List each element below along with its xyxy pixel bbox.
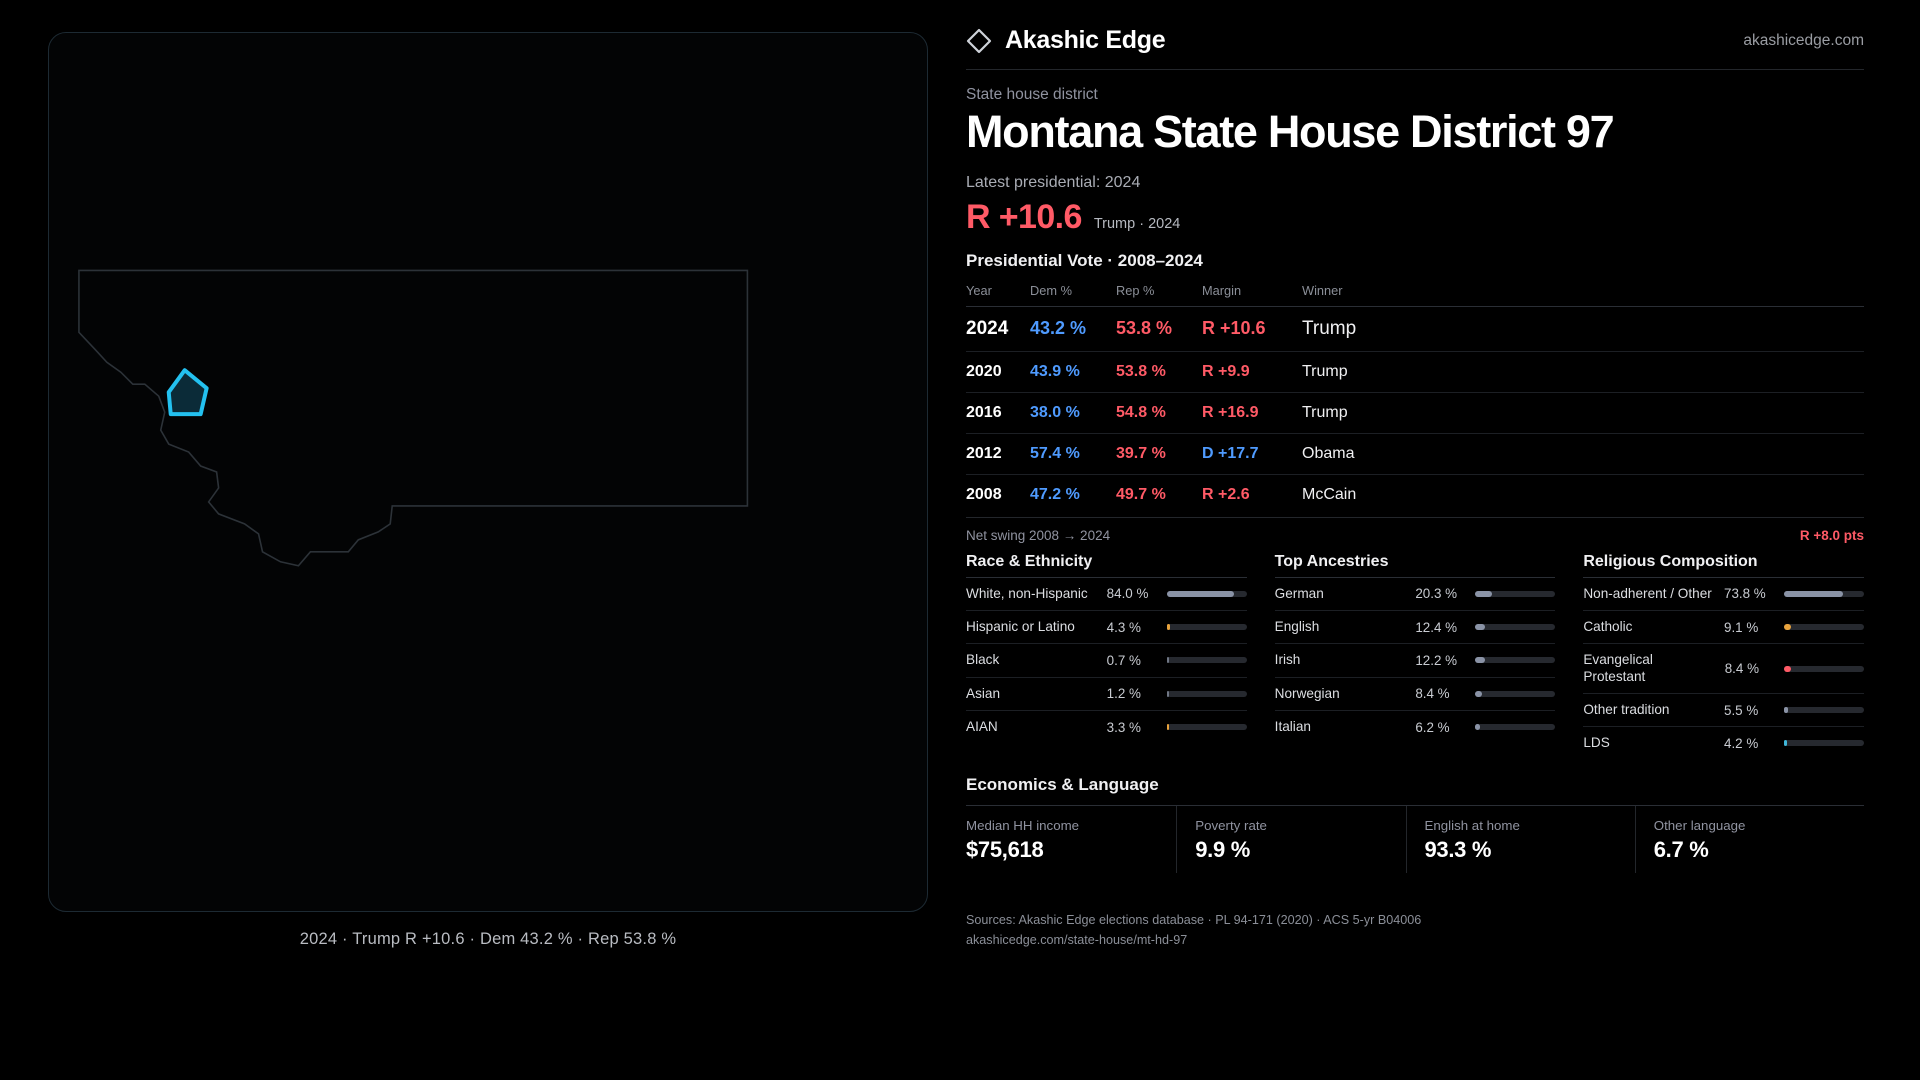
demographics-percent: 4.3 %: [1106, 619, 1141, 635]
cell-dem: 47.2 %: [1030, 474, 1116, 515]
table-row: [966, 306, 1864, 351]
demographics-bar: [1475, 657, 1555, 663]
demographics-row: [966, 643, 1247, 676]
sources-block: [966, 911, 1864, 950]
demographics-bar: [1784, 707, 1864, 713]
brand-row: [966, 26, 1864, 70]
economics-cell: [1635, 806, 1864, 873]
cell-winner: McCain: [1302, 474, 1864, 515]
demographics-percent: 3.3 %: [1106, 719, 1141, 735]
sources-line: Sources: Akashic Edge elections database · PL 94-171 (2020) · ACS 5-yr B04006: [966, 913, 1422, 928]
demographics-bar: [1784, 591, 1864, 597]
brand-name: Akashic Edge: [1005, 26, 1166, 54]
economics-label: Poverty rate: [1195, 818, 1267, 834]
demographics-label: German: [1274, 585, 1324, 601]
demographics-grid: [966, 553, 1864, 760]
district-eyebrow: State house district: [966, 86, 1098, 103]
demographics-percent: 8.4 %: [1724, 661, 1759, 677]
net-swing-value: R +8.0 pts: [1799, 527, 1864, 543]
demographics-bar: [1784, 666, 1864, 672]
headline-margin-value: R +10.6: [966, 197, 1082, 236]
demographics-bar: [1167, 657, 1247, 663]
demographics-bar: [1167, 724, 1247, 730]
page-title: Montana State House District 97: [966, 106, 1614, 157]
demographics-row: [1275, 577, 1556, 610]
cell-rep: 54.8 %: [1116, 392, 1202, 433]
table-row: [966, 351, 1864, 392]
economics-label: Median HH income: [966, 818, 1080, 834]
demographics-bar: [1475, 724, 1555, 730]
headline-margin: [966, 198, 1864, 237]
demographics-label: Evangelical Protestant: [1583, 652, 1653, 684]
demographics-bar: [1167, 624, 1247, 630]
demographics-label: Hispanic or Latino: [966, 618, 1075, 634]
demographics-row: [966, 677, 1247, 710]
col-dem: Dem %: [1030, 282, 1072, 298]
headline-margin-sub: Trump · 2024: [1093, 215, 1181, 232]
economics-cell: [1406, 806, 1635, 873]
demographics-label: Irish: [1274, 652, 1301, 668]
demographics-label: AIAN: [966, 718, 998, 734]
cell-year: 2024: [966, 306, 1030, 351]
demographics-row: [1275, 710, 1556, 743]
economics-value: 93.3 %: [1424, 837, 1492, 863]
demographics-label: Catholic: [1583, 618, 1633, 634]
cell-rep: 49.7 %: [1116, 474, 1202, 515]
demographics-bar: [1475, 591, 1555, 597]
economics-cell: [966, 806, 1176, 873]
demographics-row: [1583, 610, 1864, 643]
cell-margin: R +2.6: [1202, 474, 1302, 515]
demographics-bar: [1167, 691, 1247, 697]
demographics-column: [966, 553, 1247, 760]
brand-site: akashicedge.com: [1743, 31, 1864, 49]
map-frame: [48, 32, 928, 912]
demographics-label: Black: [966, 652, 1000, 668]
demographics-row: [966, 610, 1247, 643]
cell-winner: Trump: [1302, 306, 1864, 351]
results-heading: Presidential Vote · 2008–2024: [966, 250, 1203, 270]
table-row: [966, 474, 1864, 515]
demographics-label: Italian: [1274, 718, 1311, 734]
demographics-percent: 1.2 %: [1106, 686, 1141, 702]
demographics-percent: 6.2 %: [1415, 719, 1450, 735]
demographics-percent: 5.5 %: [1724, 702, 1759, 718]
demographics-row: [1275, 677, 1556, 710]
demographics-label: White, non-Hispanic: [966, 585, 1088, 601]
diamond-icon: [966, 28, 992, 54]
cell-margin: R +16.9: [1202, 392, 1302, 433]
demographics-label: Asian: [966, 685, 1001, 701]
brand-left: [966, 26, 1165, 55]
net-swing-row: [966, 517, 1864, 543]
demographics-label: English: [1274, 618, 1320, 634]
economics-cell: [1176, 806, 1405, 873]
cell-dem: 43.9 %: [1030, 351, 1116, 392]
demographics-label: Other tradition: [1583, 701, 1670, 717]
cell-dem: 43.2 %: [1030, 306, 1116, 351]
demographics-column-title: Top Ancestries: [1274, 552, 1389, 570]
demographics-row: [1583, 577, 1864, 610]
latest-presidential-label: Latest presidential: 2024: [966, 173, 1141, 191]
economics-grid: [966, 805, 1864, 873]
cell-winner: Trump: [1302, 392, 1864, 433]
cell-year: 2008: [966, 474, 1030, 515]
demographics-row: [966, 710, 1247, 743]
map-panel: [0, 0, 940, 1080]
cell-year: 2020: [966, 351, 1030, 392]
demographics-row: [1583, 693, 1864, 726]
demographics-column-title: Religious Composition: [1583, 552, 1758, 570]
demographics-bar: [1475, 691, 1555, 697]
demographics-row: [966, 577, 1247, 610]
demographics-column: [1583, 553, 1864, 760]
sources-url[interactable]: akashicedge.com/state-house/mt-hd-97: [966, 932, 1188, 947]
demographics-percent: 12.4 %: [1415, 619, 1458, 635]
cell-year: 2012: [966, 433, 1030, 474]
table-row: [966, 433, 1864, 474]
cell-margin: D +17.7: [1202, 433, 1302, 474]
map-caption: 2024 · Trump R +10.6 · Dem 43.2 % · Rep 53.8 %: [299, 930, 677, 948]
demographics-bar: [1167, 591, 1247, 597]
net-swing-label: Net swing 2008 → 2024: [966, 527, 1111, 543]
demographics-label: Non-adherent / Other: [1583, 585, 1712, 601]
demographics-percent: 84.0 %: [1106, 586, 1149, 602]
col-margin: Margin: [1202, 282, 1242, 298]
cell-dem: 38.0 %: [1030, 392, 1116, 433]
cell-rep: 39.7 %: [1116, 433, 1202, 474]
economics-label: Other language: [1653, 818, 1746, 834]
cell-winner: Trump: [1302, 351, 1864, 392]
demographics-bar: [1784, 624, 1864, 630]
demographics-percent: 8.4 %: [1415, 686, 1450, 702]
cell-year: 2016: [966, 392, 1030, 433]
demographics-row: [1275, 610, 1556, 643]
demographics-label: Norwegian: [1274, 685, 1340, 701]
demographics-column: [1275, 553, 1556, 760]
economics-label: English at home: [1424, 818, 1520, 834]
economics-heading: Economics & Language: [966, 775, 1159, 795]
cell-rep: 53.8 %: [1116, 306, 1202, 351]
demographics-percent: 4.2 %: [1724, 735, 1759, 751]
economics-value: 6.7 %: [1653, 837, 1709, 863]
col-winner: Winner: [1302, 282, 1343, 298]
col-year: Year: [966, 282, 992, 298]
cell-margin: R +9.9: [1202, 351, 1302, 392]
cell-winner: Obama: [1302, 433, 1864, 474]
cell-margin: R +10.6: [1202, 306, 1302, 351]
demographics-label: LDS: [1583, 735, 1610, 751]
economics-value: 9.9 %: [1195, 837, 1251, 863]
info-panel: [940, 0, 1920, 1080]
demographics-percent: 0.7 %: [1106, 652, 1141, 668]
demographics-column-title: Race & Ethnicity: [966, 552, 1093, 570]
demographics-percent: 9.1 %: [1724, 619, 1759, 635]
economics-value: $75,618: [966, 837, 1044, 863]
cell-rep: 53.8 %: [1116, 351, 1202, 392]
district-highlight: [169, 370, 207, 414]
demographics-row: [1583, 643, 1864, 693]
demographics-row: [1583, 726, 1864, 759]
table-row: [966, 392, 1864, 433]
cell-dem: 57.4 %: [1030, 433, 1116, 474]
table-header-row: [966, 283, 1864, 307]
demographics-percent: 12.2 %: [1415, 652, 1458, 668]
demographics-bar: [1784, 740, 1864, 746]
demographics-bar: [1475, 624, 1555, 630]
demographics-row: [1275, 643, 1556, 676]
demographics-percent: 20.3 %: [1415, 586, 1458, 602]
demographics-percent: 73.8 %: [1724, 586, 1766, 602]
state-map: [49, 33, 927, 911]
presidential-results-table: [966, 283, 1864, 515]
col-rep: Rep %: [1116, 282, 1155, 298]
